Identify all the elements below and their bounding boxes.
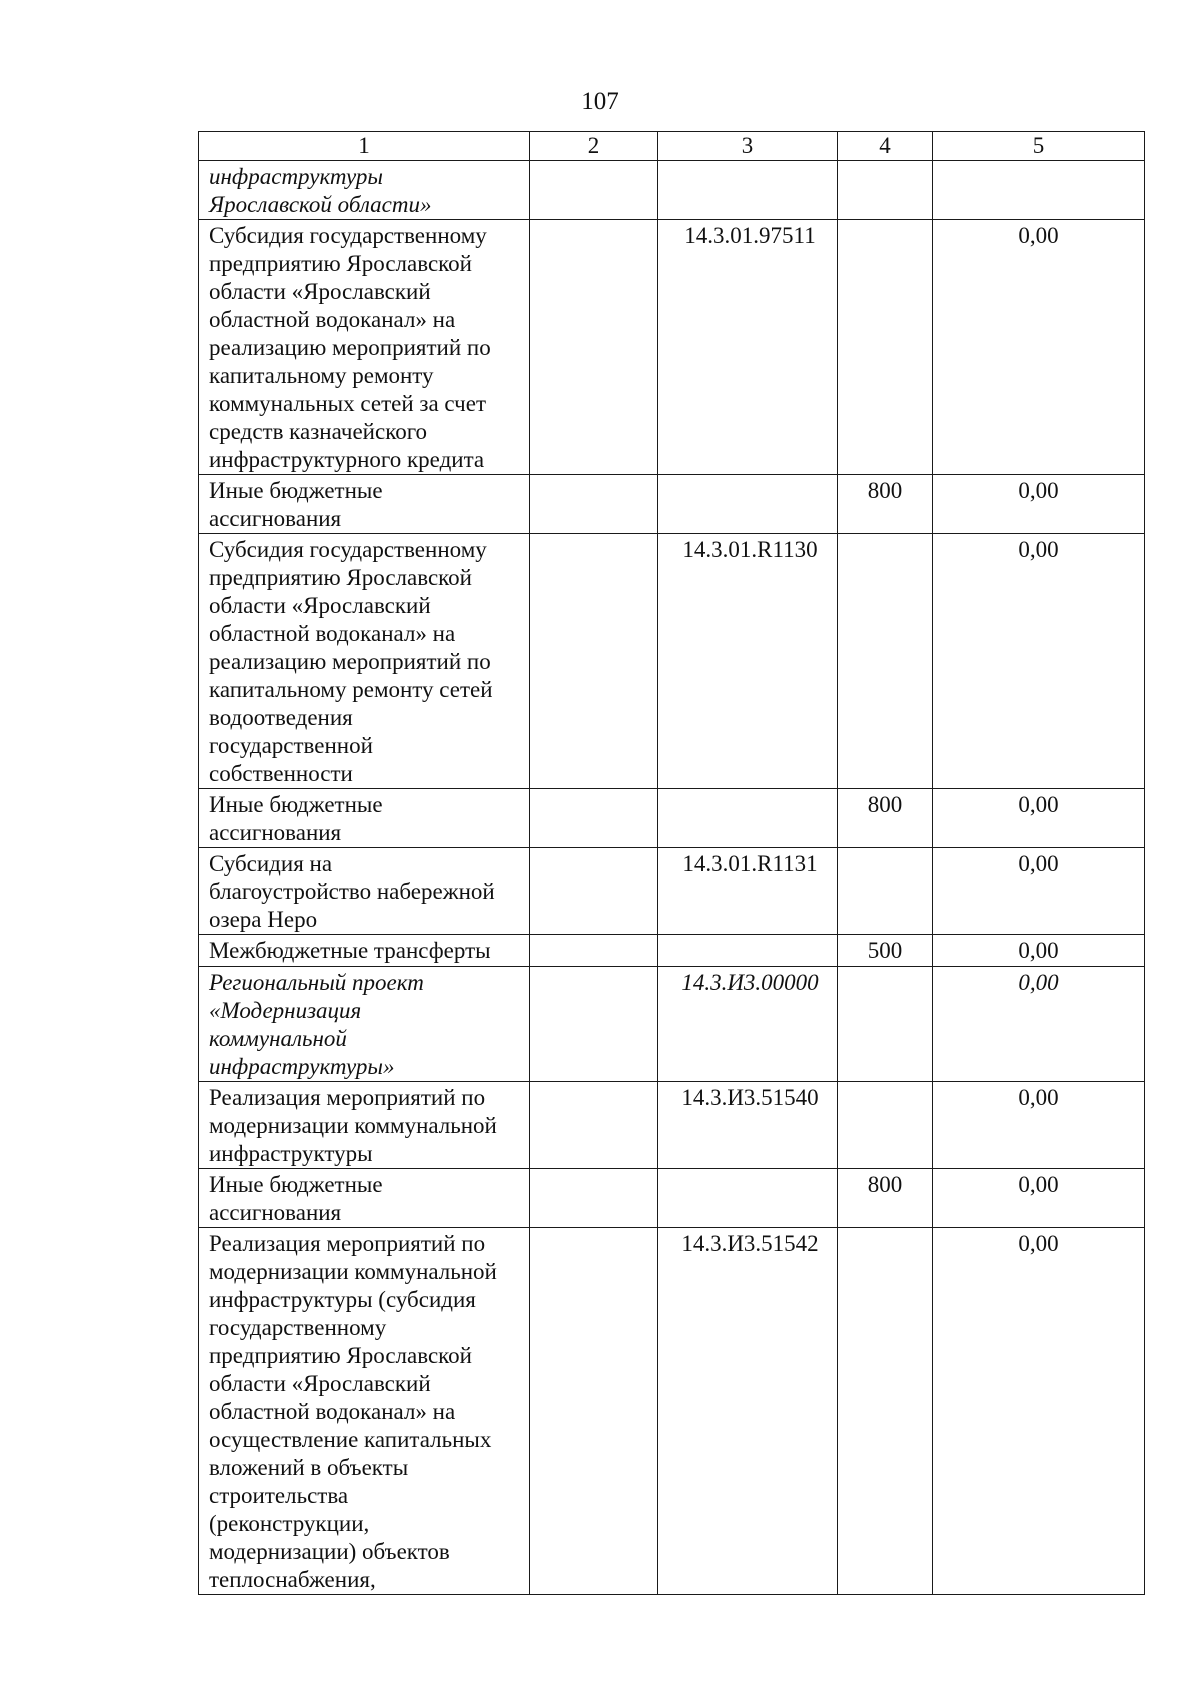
row-blank-cell [530, 220, 658, 475]
header-cell-4: 4 [838, 132, 933, 161]
row-name-cell: Субсидия государственному предприятию Ярославской области «Ярославский областной водоканал» на реализацию мероприятий по капитальному ремонту сетей водоотведения государственной собственности [199, 534, 530, 789]
row-name-cell: Региональный проект «Модернизация коммунальной инфраструктуры» [199, 967, 530, 1082]
table-row [199, 1169, 1145, 1228]
header-row [199, 132, 1145, 161]
row-code-cell: 14.3.01.97511 [658, 220, 838, 475]
row-code-cell [658, 161, 838, 220]
row-name-cell: Субсидия на благоустройство набережной озера Неро [199, 848, 530, 935]
row-code-cell: 14.3.И3.51542 [658, 1228, 838, 1595]
row-code-cell [658, 935, 838, 967]
row-type-cell [838, 848, 933, 935]
table-row [199, 534, 1145, 789]
row-blank-cell [530, 161, 658, 220]
row-blank-cell [530, 1082, 658, 1169]
row-amount-cell: 0,00 [933, 848, 1145, 935]
table-row [199, 220, 1145, 475]
page-number: 107 [581, 88, 619, 115]
row-name-cell: инфраструктуры Ярославской области» [199, 161, 530, 220]
table-row [199, 475, 1145, 534]
row-type-cell [838, 534, 933, 789]
table-row [199, 1228, 1145, 1595]
row-name-cell: Иные бюджетные ассигнования [199, 1169, 530, 1228]
table-row [199, 161, 1145, 220]
row-blank-cell [530, 789, 658, 848]
row-type-cell [838, 1228, 933, 1595]
row-code-cell [658, 1169, 838, 1228]
row-blank-cell [530, 1228, 658, 1595]
row-blank-cell [530, 848, 658, 935]
row-amount-cell: 0,00 [933, 220, 1145, 475]
row-type-cell [838, 161, 933, 220]
row-code-cell: 14.3.И3.00000 [658, 967, 838, 1082]
budget-table [198, 131, 1145, 1595]
header-cell-2: 2 [530, 132, 658, 161]
row-code-cell: 14.3.01.R1130 [658, 534, 838, 789]
row-blank-cell [530, 935, 658, 967]
row-blank-cell [530, 534, 658, 789]
table-row [199, 967, 1145, 1082]
row-amount-cell: 0,00 [933, 1169, 1145, 1228]
header-cell-5: 5 [933, 132, 1145, 161]
row-type-cell: 800 [838, 789, 933, 848]
row-code-cell [658, 475, 838, 534]
table-row [199, 1082, 1145, 1169]
row-name-cell: Межбюджетные трансферты [199, 935, 530, 967]
row-amount-cell: 0,00 [933, 1228, 1145, 1595]
table-row [199, 789, 1145, 848]
row-name-cell: Иные бюджетные ассигнования [199, 789, 530, 848]
row-code-cell [658, 789, 838, 848]
row-code-cell: 14.3.И3.51540 [658, 1082, 838, 1169]
row-amount-cell: 0,00 [933, 967, 1145, 1082]
table-row [199, 935, 1145, 967]
row-amount-cell: 0,00 [933, 475, 1145, 534]
row-name-cell: Реализация мероприятий по модернизации коммунальной инфраструктуры [199, 1082, 530, 1169]
row-type-cell [838, 220, 933, 475]
row-amount-cell [933, 161, 1145, 220]
header-cell-1: 1 [199, 132, 530, 161]
row-name-cell: Иные бюджетные ассигнования [199, 475, 530, 534]
row-name-cell: Субсидия государственному предприятию Ярославской области «Ярославский областной водоканал» на реализацию мероприятий по капитальному ремонту коммунальных сетей за счет средств казначейского инфраструктурного кредита [199, 220, 530, 475]
row-name-cell: Реализация мероприятий по модернизации коммунальной инфраструктуры (субсидия государственному предприятию Ярославской области «Ярославский областной водоканал» на осуществление капитальных вложений в объекты строительства (реконструкции, модернизации) объектов теплоснабжения, [199, 1228, 530, 1595]
row-code-cell: 14.3.01.R1131 [658, 848, 838, 935]
row-type-cell [838, 1082, 933, 1169]
row-blank-cell [530, 967, 658, 1082]
header-cell-3: 3 [658, 132, 838, 161]
row-amount-cell: 0,00 [933, 534, 1145, 789]
row-amount-cell: 0,00 [933, 935, 1145, 967]
row-type-cell: 800 [838, 475, 933, 534]
table-body [199, 161, 1145, 1595]
row-blank-cell [530, 475, 658, 534]
row-type-cell: 800 [838, 1169, 933, 1228]
row-amount-cell: 0,00 [933, 1082, 1145, 1169]
row-type-cell [838, 967, 933, 1082]
row-blank-cell [530, 1169, 658, 1228]
row-amount-cell: 0,00 [933, 789, 1145, 848]
table-row [199, 848, 1145, 935]
row-type-cell: 500 [838, 935, 933, 967]
